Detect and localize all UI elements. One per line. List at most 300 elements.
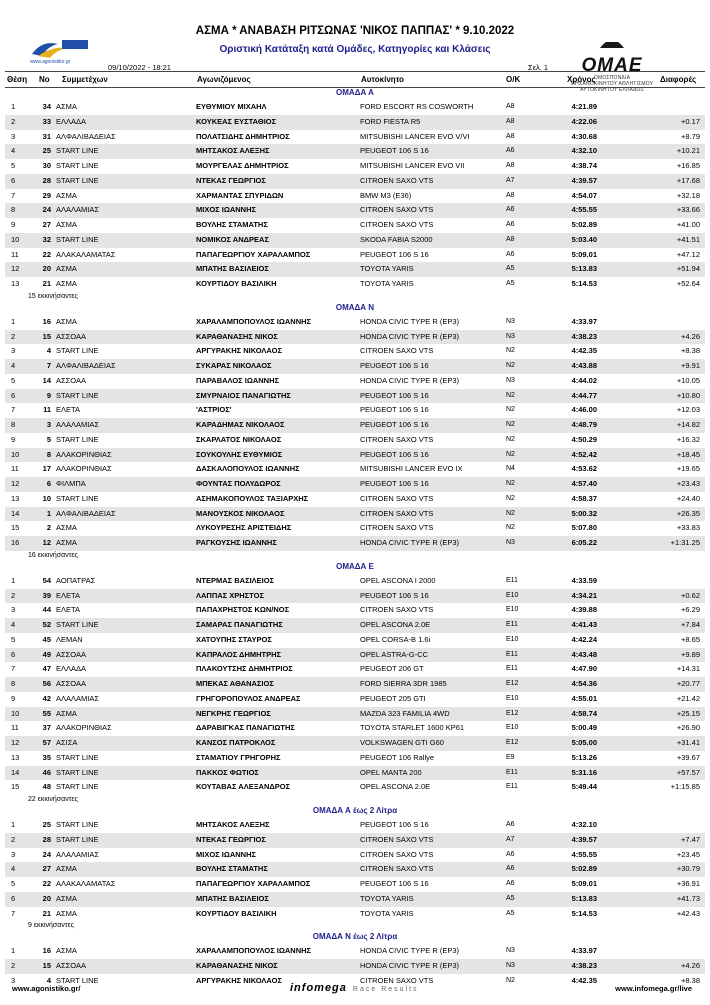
- cell-driver: ΚΑΠΡΑΛΟΣ ΔΗΜΗΤΡΗΣ: [196, 649, 282, 659]
- cell-car: PEUGEOT 106 S 16: [360, 390, 429, 400]
- cell-class: A8: [506, 117, 515, 125]
- cell-driver: ΣΑΜΑΡΑΣ ΠΑΝΑΓΙΩΤΗΣ: [196, 620, 283, 629]
- cell-class: A5: [506, 909, 515, 917]
- table-row: [5, 115, 705, 130]
- cell-position: 6: [11, 175, 16, 185]
- cell-time: 5:13.26: [571, 752, 597, 762]
- cell-difference: +41.73: [676, 893, 700, 903]
- table-row: [5, 536, 705, 551]
- footer-right-url[interactable]: www.infomega.gr/live: [615, 984, 692, 993]
- infomega-logo-subtext: Race Results: [352, 986, 419, 993]
- cell-time: 5:02.89: [571, 220, 597, 229]
- table-row: [5, 959, 705, 974]
- cell-time: 4:33.97: [571, 946, 597, 956]
- cell-position: 15: [11, 523, 20, 533]
- cell-position: 6: [11, 649, 16, 659]
- cell-difference: +0.62: [681, 590, 700, 600]
- cell-time: 4:47.90: [571, 664, 597, 674]
- cell-time: 4:39.88: [571, 605, 597, 615]
- cell-position: 16: [11, 538, 20, 547]
- cell-car: CITROEN SAXO VTS: [360, 975, 434, 985]
- cell-position: 8: [11, 420, 16, 429]
- cell-time: 4:32.10: [571, 820, 597, 829]
- cell-position: 3: [11, 131, 16, 141]
- cell-time: 4:32.10: [571, 146, 597, 156]
- cell-car-number: 15: [42, 331, 51, 341]
- cell-driver: ΓΡΗΓΟΡΟΠΟΥΛΟΣ ΑΝΔΡΕΑΣ: [196, 693, 301, 703]
- cell-difference: +4.26: [681, 961, 700, 970]
- cell-time: 4:43.88: [571, 361, 597, 370]
- cell-entrant: ΑΣΜΑ: [56, 190, 77, 200]
- cell-car-number: 24: [42, 849, 51, 859]
- cell-entrant: START LINE: [56, 346, 99, 356]
- cell-car-number: 34: [42, 102, 51, 111]
- cell-time: 5:05.00: [571, 738, 597, 747]
- cell-car-number: 3: [46, 420, 51, 429]
- cell-position: 12: [11, 738, 20, 747]
- cell-car-number: 6: [46, 479, 51, 488]
- cell-car: CITROEN SAXO VTS: [360, 523, 434, 533]
- cell-position: 8: [11, 679, 16, 688]
- cell-class: A8: [506, 191, 515, 199]
- cell-difference: +25.15: [676, 708, 700, 718]
- cell-car: PEUGEOT 106 S 16: [360, 820, 429, 829]
- cell-class: E11: [506, 621, 518, 628]
- cell-car-number: 48: [42, 782, 51, 792]
- cell-class: N3: [506, 947, 515, 955]
- cell-difference: +36.91: [676, 879, 700, 888]
- cell-difference: +33.66: [676, 205, 700, 215]
- table-row: [5, 130, 705, 145]
- cell-entrant: ΑΛΑΛΑΜΙΑΣ: [56, 205, 99, 215]
- cell-car-number: 31: [42, 131, 51, 141]
- cell-time: 5:14.53: [571, 908, 597, 918]
- cell-position: 5: [11, 375, 16, 385]
- cell-entrant: START LINE: [56, 161, 99, 170]
- cell-time: 5:03.40: [571, 234, 597, 244]
- cell-driver: ΠΑΠΑΓΕΩΡΓΙΟΥ ΧΑΡΑΛΑΜΠΟΣ: [196, 879, 311, 888]
- cell-class: E11: [506, 576, 518, 584]
- cell-car-number: 8: [46, 449, 51, 459]
- cell-car-number: 32: [42, 234, 51, 244]
- cell-time: 4:34.21: [571, 590, 597, 600]
- cell-difference: +20.77: [676, 679, 700, 688]
- cell-entrant: ΑΣΣΟΑΑ: [56, 331, 86, 341]
- cell-entrant: ΑΣΜΑ: [56, 708, 77, 718]
- cell-position: 13: [11, 752, 20, 762]
- cell-position: 13: [11, 279, 20, 288]
- cell-time: 5:00.49: [571, 723, 597, 733]
- cell-difference: +14.82: [676, 420, 700, 429]
- cell-driver: ΚΑΡΑΘΑΝΑΣΗΣ ΝΙΚΟΣ: [196, 331, 278, 341]
- cell-driver: ΝΤΕΡΜΑΣ ΒΑΣΙΛΕΙΟΣ: [196, 575, 275, 585]
- cell-car: TOYOTA YARIS: [360, 893, 414, 903]
- cell-entrant: START LINE: [56, 767, 99, 777]
- cell-driver: ΑΣΗΜΑΚΟΠΟΥΛΟΣ ΤΑΞΙΑΡΧΗΣ: [196, 493, 309, 503]
- cell-class: N2: [506, 391, 515, 399]
- cell-car-number: 20: [42, 893, 51, 903]
- cell-entrant: ΑΛΑΚΑΛΑΜΑΤΑΣ: [56, 879, 116, 888]
- cell-time: 5:49.44: [571, 782, 597, 792]
- table-row: [5, 848, 705, 863]
- cell-car-number: 45: [42, 634, 51, 644]
- cell-driver: ΕΥΘΥΜΙΟΥ ΜΙΧΑΗΛ: [196, 102, 267, 111]
- cell-difference: +18.45: [676, 449, 700, 459]
- cell-position: 1: [11, 102, 16, 111]
- cell-position: 5: [11, 634, 16, 644]
- cell-driver: ΚΟΥΡΤΙΔΟΥ ΒΑΣΙΛΙΚΗ: [196, 908, 277, 918]
- cell-driver: ΜΗΤΣΑΚΟΣ ΑΛΕΞΗΣ: [196, 820, 270, 829]
- cell-position: 2: [11, 834, 16, 844]
- cell-position: 10: [11, 708, 20, 718]
- cell-driver: ΠΑΠΑΓΕΩΡΓΙΟΥ ΧΑΡΑΛΑΜΠΟΣ: [196, 249, 311, 259]
- cell-position: 7: [11, 908, 16, 918]
- cell-difference: +8.38: [681, 346, 700, 356]
- cell-class: N2: [506, 406, 515, 414]
- cell-driver: ΑΡΓΥΡΑΚΗΣ ΝΙΚΟΛΑΟΣ: [196, 975, 282, 985]
- table-row: [5, 662, 705, 677]
- cell-car-number: 4: [46, 975, 51, 985]
- cell-position: 12: [11, 264, 20, 274]
- table-row: [5, 603, 705, 618]
- cell-driver: ΜΟΥΡΓΕΛΑΣ ΔΗΜΗΤΡΙΟΣ: [196, 161, 289, 170]
- cell-car: CITROEN SAXO VTS: [360, 346, 434, 356]
- cell-difference: +10.21: [676, 146, 700, 156]
- cell-class: E10: [506, 694, 519, 702]
- cell-class: A8: [506, 235, 515, 243]
- cell-driver: ΠΑΡΑΒΑΛΟΣ ΙΩΑΝΝΗΣ: [196, 375, 280, 385]
- table-row: [5, 477, 705, 492]
- cell-entrant: ΕΛΕΤΑ: [56, 605, 81, 615]
- table-row: [5, 374, 705, 389]
- table-row: [5, 389, 705, 404]
- cell-class: N4: [506, 465, 515, 473]
- cell-driver: ΠΑΠΑΧΡΗΣΤΟΣ ΚΩΝ/ΝΟΣ: [196, 605, 290, 615]
- cell-driver: ΛΑΠΠΑΣ ΧΡΗΣΤΟΣ: [196, 590, 264, 600]
- page-title: ΑΣΜΑ * ΑΝΑΒΑΣΗ ΡΙΤΣΩΝΑΣ 'ΝΙΚΟΣ ΠΑΠΠΑΣ' * 9.10.2022: [195, 25, 515, 37]
- cell-car-number: 17: [42, 464, 51, 474]
- cell-class: N2: [506, 494, 515, 502]
- cell-driver: ΔΑΣΚΑΛΟΠΟΥΛΟΣ ΙΩΑΝΝΗΣ: [196, 464, 300, 474]
- cell-entrant: ΑΛΑΚΟΡΙΝΘΙΑΣ: [56, 723, 112, 733]
- cell-position: 14: [11, 508, 20, 518]
- cell-class: A6: [506, 880, 515, 887]
- table-row: [5, 262, 705, 277]
- cell-time: 4:41.43: [571, 620, 597, 629]
- cell-difference: +41.51: [676, 234, 700, 244]
- cell-class: A6: [506, 250, 515, 258]
- cell-class: A7: [506, 835, 515, 843]
- cell-position: 4: [11, 864, 16, 874]
- cell-class: N3: [506, 332, 515, 340]
- cell-entrant: ΕΛΛΑΔΑ: [56, 116, 87, 126]
- cell-position: 11: [11, 723, 19, 733]
- cell-car: FORD SIERRA 3DR 1985: [360, 679, 447, 688]
- starters-count: 9 εκκινήσαντες: [28, 922, 75, 930]
- cell-car: OPEL ASCONA I 2000: [360, 575, 436, 585]
- cell-car: CITROEN SAXO VTS: [360, 434, 434, 444]
- cell-driver: ΜΠΕΚΑΣ ΑΘΑΝΑΣΙΟΣ: [196, 679, 274, 688]
- group-heading: ΟΜΑΔΑ Ν έως 2 Λίτρα: [312, 932, 398, 942]
- table-row: [5, 330, 705, 345]
- cell-car: CITROEN SAXO VTS: [360, 175, 434, 185]
- table-row: [5, 780, 705, 795]
- cell-car-number: 28: [42, 834, 51, 844]
- cell-car: TOYOTA YARIS: [360, 279, 414, 288]
- cell-difference: +33.83: [676, 523, 700, 533]
- cell-difference: +23.45: [676, 849, 700, 859]
- table-row: [5, 736, 705, 751]
- cell-entrant: ΑΣΜΑ: [56, 264, 77, 274]
- cell-entrant: ΑΛΦΑΛΙΒΑΔΕΙΑΣ: [56, 131, 116, 141]
- table-row: [5, 403, 705, 418]
- table-row: [5, 892, 705, 907]
- cell-car-number: 27: [42, 864, 51, 874]
- cell-driver: ΠΛΑΚΟΥΤΣΗΣ ΔΗΜΗΤΡΙΟΣ: [196, 664, 293, 674]
- cell-driver: ΣΥΚΑΡΑΣ ΝΙΚΟΛΑΟΣ: [196, 361, 272, 370]
- cell-time: 4:52.42: [571, 449, 597, 459]
- cell-time: 4:22.06: [571, 116, 597, 126]
- cell-entrant: ΑΣΜΑ: [56, 102, 77, 111]
- cell-entrant: ΑΛΦΑΛΙΒΑΔΕΙΑΣ: [56, 508, 116, 518]
- cell-difference: +9.89: [681, 649, 700, 659]
- cell-driver: ΝΤΕΚΑΣ ΓΕΩΡΓΙΟΣ: [196, 175, 266, 185]
- cell-class: N2: [506, 976, 515, 984]
- cell-car-number: 33: [42, 116, 51, 126]
- cell-driver: ΣΤΑΜΑΤΙΟΥ ΓΡΗΓΟΡΗΣ: [196, 752, 281, 762]
- cell-car-number: 15: [42, 961, 51, 970]
- cell-difference: +7.47: [681, 834, 700, 844]
- cell-driver: ΜΗΤΣΑΚΟΣ ΑΛΕΞΗΣ: [196, 146, 270, 156]
- cell-position: 4: [11, 361, 16, 370]
- table-row: [5, 833, 705, 848]
- cell-entrant: START LINE: [56, 620, 99, 629]
- cell-position: 3: [11, 346, 16, 356]
- cell-driver: ΧΑΤΟΥΠΗΣ ΣΤΑΥΡΟΣ: [196, 634, 272, 644]
- cell-class: A8: [506, 103, 515, 110]
- table-row: [5, 344, 705, 359]
- cell-class: N2: [506, 524, 515, 532]
- cell-driver: ΚΟΥΚΕΑΣ ΕΥΣΤΑΘΙΟΣ: [196, 116, 277, 126]
- cell-driver: ΝΕΓΚΡΗΣ ΓΕΩΡΓΙΟΣ: [196, 708, 271, 718]
- cell-time: 4:33.97: [571, 316, 597, 326]
- cell-car-number: 47: [42, 664, 51, 674]
- cell-driver: ΜΠΑΤΗΣ ΒΑΣΙΛΕΙΟΣ: [196, 264, 269, 274]
- cell-difference: +8.65: [681, 634, 700, 644]
- cell-time: 5:09.01: [571, 249, 597, 259]
- starters-count: 22 εκκινήσαντες: [28, 796, 78, 803]
- cell-position: 2: [11, 961, 16, 970]
- cell-car-number: 10: [42, 493, 51, 503]
- cell-entrant: ΑΛΑΛΑΜΙΑΣ: [56, 849, 99, 859]
- cell-time: 4:44.02: [571, 375, 597, 385]
- cell-car: PEUGEOT 205 GTI: [360, 693, 426, 703]
- cell-entrant: ΕΛΕΤΑ: [56, 405, 81, 415]
- cell-position: 3: [11, 975, 16, 985]
- cell-entrant: ΑΣΜΑ: [56, 523, 77, 533]
- cell-entrant: ΕΛΛΑΔΑ: [56, 664, 87, 674]
- table-row: [5, 574, 705, 589]
- cell-class: N3: [506, 376, 515, 384]
- cell-time: 4:58.37: [571, 493, 597, 503]
- cell-difference: +21.42: [676, 693, 700, 703]
- table-row: [5, 462, 705, 477]
- cell-car-number: 1: [46, 508, 51, 518]
- cell-time: 4:21.89: [571, 102, 597, 111]
- cell-time: 4:38.74: [571, 161, 597, 170]
- cell-entrant: ΑΣΜΑ: [56, 893, 77, 903]
- cell-difference: +10.80: [676, 390, 700, 400]
- cell-driver: ΔΑΡΑΒΙΓΚΑΣ ΠΑΝΑΓΙΩΤΗΣ: [196, 723, 295, 733]
- cell-entrant: START LINE: [56, 146, 99, 156]
- cell-class: A6: [506, 850, 515, 858]
- table-row: [5, 189, 705, 204]
- cell-class: A5: [506, 894, 515, 902]
- cell-car: PEUGEOT 106 S 16: [360, 590, 429, 600]
- cell-car: MITSUBISHI LANCER EVO V/VI: [360, 131, 470, 141]
- table-row: [5, 433, 705, 448]
- cell-driver: ΜΠΑΤΗΣ ΒΑΣΙΛΕΙΟΣ: [196, 893, 269, 903]
- column-header-car: Αυτοκίνητο: [361, 75, 404, 84]
- cell-driver: ΚΑΝΣΟΣ ΠΑΤΡΟΚΛΟΣ: [196, 738, 276, 747]
- page-number: Σελ. 1: [528, 63, 549, 72]
- cell-time: 4:38.23: [571, 961, 597, 970]
- cell-entrant: ΑΣΜΑ: [56, 908, 77, 918]
- cell-car-number: 30: [42, 161, 51, 170]
- cell-car: TOYOTA YARIS: [360, 264, 414, 274]
- cell-entrant: START LINE: [56, 434, 99, 444]
- cell-position: 5: [11, 161, 16, 170]
- cell-difference: +16.85: [676, 161, 700, 170]
- cell-car: MAZDA 323 FAMILIA 4WD: [360, 708, 450, 718]
- cell-position: 7: [11, 405, 16, 415]
- cell-driver: ΚΟΥΤΑΒΑΣ ΑΛΕΞΑΝΔΡΟΣ: [196, 782, 291, 792]
- cell-class: N3: [506, 539, 515, 546]
- cell-car-number: 42: [42, 693, 51, 703]
- cell-car: OPEL ASCONA 2.0E: [360, 620, 431, 629]
- table-row: [5, 721, 705, 736]
- cell-entrant: ΦΙΛΜΠΑ: [56, 479, 86, 488]
- cell-car-number: 35: [42, 752, 51, 762]
- cell-entrant: START LINE: [56, 493, 99, 503]
- cell-difference: +14.31: [676, 664, 700, 674]
- cell-car: PEUGEOT 106 S 16: [360, 249, 429, 259]
- cell-position: 3: [11, 849, 16, 859]
- cell-difference: +51.94: [676, 264, 700, 274]
- cell-car: CITROEN SAXO VTS: [360, 849, 434, 859]
- cell-class: A6: [506, 206, 515, 214]
- table-row: [5, 100, 705, 115]
- cell-difference: +6.29: [681, 605, 700, 615]
- cell-entrant: ΕΛΕΤΑ: [56, 590, 81, 600]
- cell-driver: ΠΑΚΚΟΣ ΦΩΤΙΟΣ: [196, 767, 259, 777]
- cell-class: A7: [506, 176, 515, 184]
- cell-driver: ΑΡΓΥΡΑΚΗΣ ΝΙΚΟΛΑΟΣ: [196, 346, 282, 356]
- cell-car: CITROEN SAXO VTS: [360, 605, 434, 615]
- cell-time: 5:31.16: [571, 767, 597, 777]
- cell-position: 6: [11, 893, 16, 903]
- infomega-logo-text: infomega: [290, 982, 347, 994]
- cell-car-number: 16: [42, 946, 51, 956]
- cell-entrant: ΑΣΣΟΑΑ: [56, 375, 86, 385]
- cell-car: OPEL CORSA-B 1.6i: [360, 634, 431, 644]
- cell-driver: ΛΥΚΟΥΡΕΣΗΣ ΑΡΙΣΤΕΙΔΗΣ: [196, 523, 292, 533]
- cell-class: A6: [506, 221, 515, 228]
- cell-time: 4:48.79: [571, 420, 597, 429]
- cell-entrant: ΑΛΑΚΟΡΙΝΘΙΑΣ: [56, 449, 112, 459]
- cell-difference: +52.64: [676, 279, 700, 288]
- cell-entrant: ΑΛΦΑΛΙΒΑΔΕΙΑΣ: [56, 361, 116, 370]
- cell-difference: +41.00: [676, 220, 700, 229]
- cell-car: SKODA FABIA S2000: [360, 234, 433, 244]
- cell-difference: +31.41: [676, 738, 700, 747]
- cell-driver: ΝΟΜΙΚΟΣ ΑΝΔΡΕΑΣ: [196, 234, 269, 244]
- cell-car-number: 46: [42, 767, 51, 777]
- cell-car: HONDA CIVIC TYPE R (EP3): [360, 331, 460, 341]
- cell-class: E9: [506, 753, 515, 761]
- cell-car-number: 11: [43, 405, 51, 415]
- group-heading: ΟΜΑΔΑ Ν: [335, 302, 375, 312]
- cell-class: N2: [506, 480, 515, 487]
- table-row: [5, 203, 705, 218]
- cell-car: OPEL ASCONA 2.0E: [360, 782, 431, 792]
- cell-car-number: 29: [42, 190, 51, 200]
- cell-driver: ΧΑΡΑΛΑΜΠΟΠΟΥΛΟΣ ΙΩΑΝΝΗΣ: [196, 316, 312, 326]
- cell-car: FORD ESCORT RS COSWORTH: [360, 102, 474, 111]
- cell-car-number: 16: [42, 316, 51, 326]
- infomega-logo: [290, 982, 419, 994]
- cell-car: HONDA CIVIC TYPE R (EP3): [360, 316, 460, 326]
- cell-difference: +7.84: [681, 620, 700, 629]
- cell-entrant: ΑΣΜΑ: [56, 864, 77, 874]
- cell-car-number: 52: [42, 620, 51, 629]
- table-row: [5, 521, 705, 536]
- cell-car-number: 25: [42, 146, 51, 156]
- cell-time: 4:54.36: [571, 679, 597, 688]
- cell-car-number: 2: [46, 523, 51, 533]
- cell-class: A6: [506, 865, 515, 873]
- table-row: [5, 877, 705, 892]
- table-row: [5, 692, 705, 707]
- cell-class: N3: [506, 317, 515, 325]
- cell-position: 9: [11, 434, 16, 444]
- cell-position: 2: [11, 331, 16, 341]
- cell-time: 4:42.35: [571, 346, 597, 356]
- cell-entrant: START LINE: [56, 834, 99, 844]
- cell-position: 1: [11, 946, 16, 956]
- cell-time: 4:53.62: [571, 464, 597, 474]
- column-header-class: Ο/Κ: [506, 75, 521, 84]
- group-heading: ΟΜΑΔΑ Α: [336, 88, 374, 97]
- cell-entrant: START LINE: [56, 390, 99, 400]
- cell-driver: ΦΟΥΝΤΑΣ ΠΟΛΥΔΩΡΟΣ: [196, 479, 281, 488]
- cell-entrant: ΑΣΜΑ: [56, 946, 77, 956]
- footer-left-url[interactable]: www.agonistiko.gr/: [12, 984, 81, 993]
- cell-driver: ΜΙΧΟΣ ΙΩΑΝΝΗΣ: [196, 205, 257, 215]
- cell-car-number: 22: [42, 249, 51, 259]
- cell-class: N2: [506, 421, 515, 428]
- cell-position: 15: [11, 782, 20, 792]
- column-header-time: Χρόνος: [567, 75, 596, 84]
- cell-difference: +8.38: [681, 975, 700, 985]
- cell-time: 5:13.83: [571, 893, 597, 903]
- cell-entrant: ΑΟΠΑΤΡΑΣ: [56, 575, 96, 585]
- cell-car: MITSUBISHI LANCER EVO IX: [360, 464, 463, 474]
- table-row: [5, 707, 705, 722]
- cell-car: PEUGEOT 106 S 16: [360, 146, 429, 156]
- table-row: [5, 418, 705, 433]
- cell-entrant: ΑΛΑΛΑΜΙΑΣ: [56, 693, 99, 703]
